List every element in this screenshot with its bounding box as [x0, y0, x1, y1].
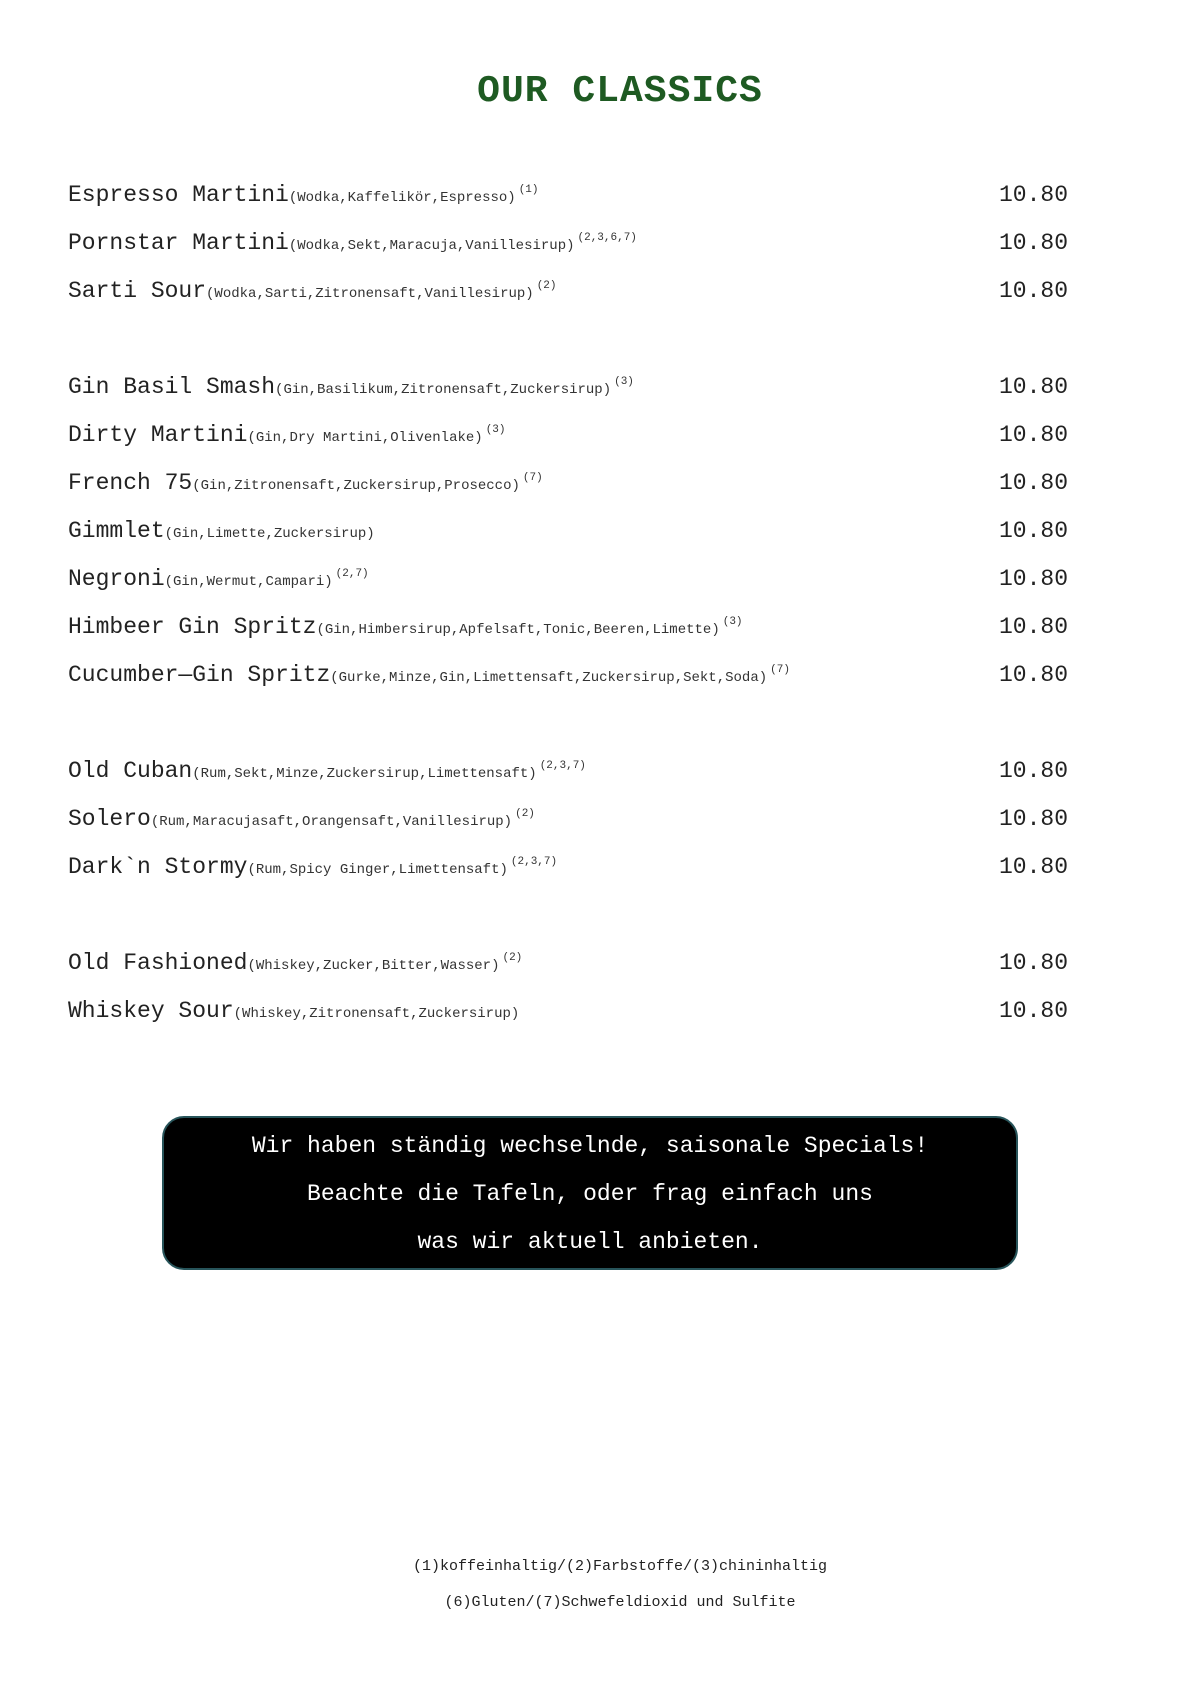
menu-item: [68, 230, 1068, 278]
drink-price: 10.80: [998, 662, 1068, 688]
drink-name: Sarti Sour: [68, 278, 207, 304]
drink-price: 10.80: [998, 374, 1068, 400]
drink-name: French 75: [68, 470, 193, 496]
drink-allergens: (2): [502, 952, 523, 964]
menu-item: [68, 470, 1068, 518]
drinks-menu: [68, 182, 1068, 1094]
drink-ingredients: (Gurke,Minze,Gin,Limettensaft,Zuckersirup,Sekt,Soda): [330, 670, 768, 686]
drink-name: Whiskey Sour: [68, 998, 234, 1024]
specials-line: Wir haben ständig wechselnde, saisonale Specials!: [251, 1133, 929, 1159]
drink-allergens: (3): [485, 424, 506, 436]
drink-allergens: (3): [722, 616, 743, 628]
drink-allergens: (2,3,7): [510, 856, 558, 868]
drink-ingredients: (Gin,Dry Martini,Olivenlake): [247, 430, 483, 446]
specials-notice: [162, 1116, 1018, 1270]
drink-name: Dark`n Stormy: [68, 854, 248, 880]
menu-item: [68, 950, 1068, 998]
menu-item: [68, 806, 1068, 854]
drink-name: Old Cuban: [68, 758, 193, 784]
drink-name: Gimmlet: [68, 518, 165, 544]
drink-price: 10.80: [998, 182, 1068, 208]
allergen-footnotes: [0, 1558, 1190, 1630]
drink-ingredients: (Whiskey,Zitronensaft,Zuckersirup): [233, 1006, 520, 1022]
drink-price: 10.80: [998, 758, 1068, 784]
menu-group: [68, 374, 1068, 710]
drink-ingredients: (Whiskey,Zucker,Bitter,Wasser): [247, 958, 500, 974]
specials-line: was wir aktuell anbieten.: [417, 1229, 763, 1255]
drink-allergens: (2,3,7): [539, 760, 586, 772]
drink-price: 10.80: [998, 518, 1068, 544]
drink-allergens: (3): [614, 376, 634, 388]
menu-item: [68, 422, 1068, 470]
drink-name: Gin Basil Smash: [68, 374, 276, 400]
drink-price: 10.80: [998, 230, 1068, 256]
menu-item: [68, 518, 1068, 566]
drink-name: Solero: [68, 806, 151, 832]
drink-name: Old Fashioned: [68, 950, 248, 976]
drink-allergens: (2): [536, 280, 557, 292]
drink-price: 10.80: [998, 566, 1068, 592]
drink-price: 10.80: [998, 614, 1068, 640]
drink-ingredients: (Gin,Wermut,Campari): [164, 574, 333, 590]
specials-line: Beachte die Tafeln, oder frag einfach uns: [307, 1181, 873, 1207]
drink-ingredients: (Gin,Zitronensaft,Zuckersirup,Prosecco): [192, 478, 520, 494]
drink-ingredients: (Gin,Himbersirup,Apfelsaft,Tonic,Beeren,Limette): [316, 622, 720, 638]
menu-item: [68, 614, 1068, 662]
footnote-line: (6)Gluten/(7)Schwefeldioxid und Sulfite: [444, 1594, 796, 1611]
drink-price: 10.80: [998, 854, 1068, 880]
drink-name: Espresso Martini: [68, 182, 289, 208]
menu-item: [68, 758, 1068, 806]
drink-ingredients: (Gin,Basilikum,Zitronensaft,Zuckersirup): [275, 382, 612, 398]
menu-item: [68, 278, 1068, 326]
drink-ingredients: (Rum,Maracujasaft,Orangensaft,Vanillesirup): [150, 814, 513, 830]
drink-ingredients: (Gin,Limette,Zuckersirup): [164, 526, 375, 542]
drink-name: Dirty Martini: [68, 422, 248, 448]
drink-name: Himbeer Gin Spritz: [68, 614, 317, 640]
drink-allergens: (1): [518, 184, 539, 196]
menu-item: [68, 662, 1068, 710]
menu-item: [68, 182, 1068, 230]
drink-allergens: (7): [522, 472, 543, 484]
menu-group: [68, 950, 1068, 1046]
drink-allergens: (2,7): [335, 568, 369, 580]
drink-name: Negroni: [68, 566, 165, 592]
menu-group: [68, 758, 1068, 902]
drink-price: 10.80: [998, 278, 1068, 304]
footnote-line: (1)koffeinhaltig/(2)Farbstoffe/(3)chininhaltig: [412, 1558, 828, 1575]
drink-ingredients: (Wodka,Sarti,Zitronensaft,Vanillesirup): [206, 286, 534, 302]
menu-item: [68, 374, 1068, 422]
menu-item: [68, 998, 1068, 1046]
drink-ingredients: (Wodka,Sekt,Maracuja,Vanillesirup): [288, 238, 575, 254]
drink-price: 10.80: [998, 470, 1068, 496]
drink-ingredients: (Rum,Sekt,Minze,Zuckersirup,Limettensaft): [192, 766, 537, 782]
menu-item: [68, 854, 1068, 902]
drink-price: 10.80: [998, 998, 1068, 1024]
menu-group: [68, 182, 1068, 326]
drink-allergens: (2,3,6,7): [577, 232, 637, 244]
drink-allergens: (7): [770, 664, 790, 676]
drink-price: 10.80: [998, 422, 1068, 448]
drink-allergens: (2): [515, 808, 535, 820]
drink-price: 10.80: [998, 950, 1068, 976]
drink-name: Cucumber—Gin Spritz: [68, 662, 331, 688]
drink-ingredients: (Rum,Spicy Ginger,Limettensaft): [247, 862, 508, 878]
drink-price: 10.80: [998, 806, 1068, 832]
drink-ingredients: (Wodka,Kaffelikör,Espresso): [288, 190, 516, 206]
menu-title: OUR CLASSICS: [477, 70, 763, 113]
drink-name: Pornstar Martini: [68, 230, 289, 256]
menu-item: [68, 566, 1068, 614]
